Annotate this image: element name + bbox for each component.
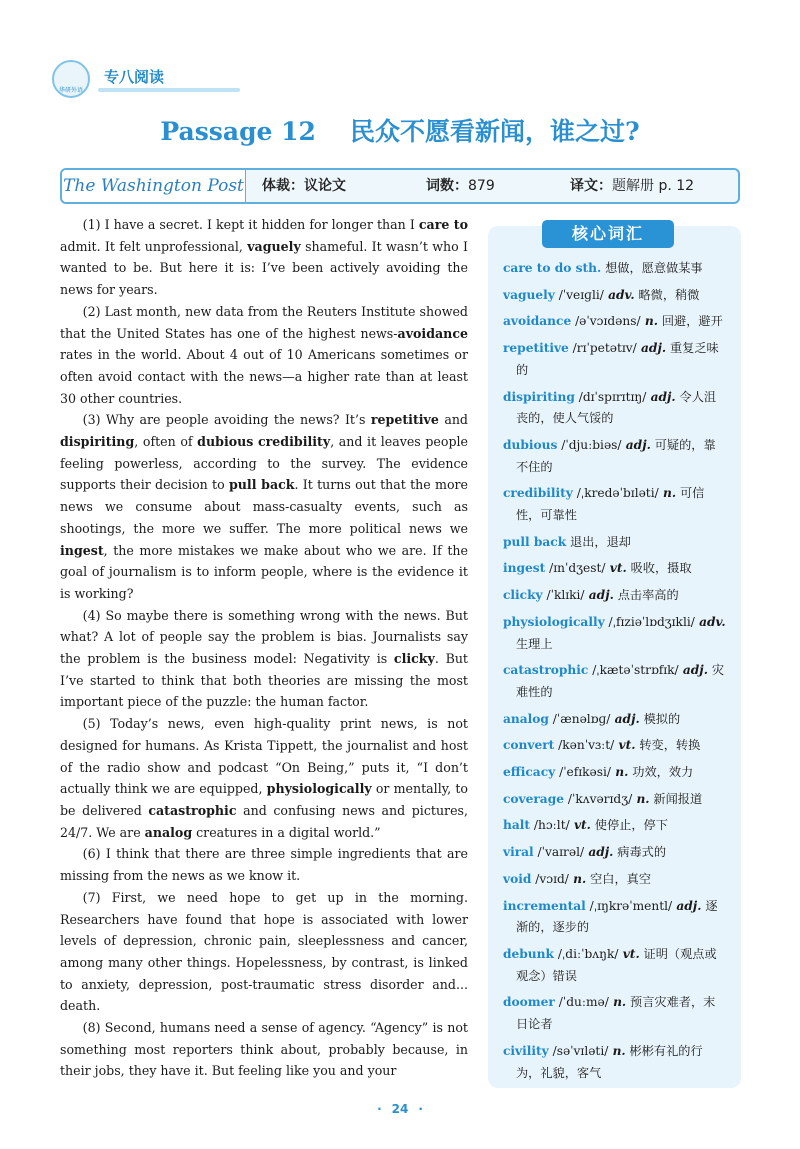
vocab-word: incremental (503, 898, 586, 913)
word-count-field: 词数：879 (426, 178, 495, 194)
vocab-phonetic: /ˌdiːˈbʌŋk/ (553, 946, 619, 961)
vocab-pos: adv. (694, 614, 726, 629)
vocab-phonetic: /hɔːlt/ (530, 818, 570, 833)
vocab-meaning: 彬彬有礼的行为，礼貌，客气 (516, 1043, 703, 1080)
vocab-entry (503, 258, 727, 280)
vocab-meaning: 功效，效力 (628, 765, 694, 780)
vocab-entry (503, 709, 727, 731)
passage-info-bar (60, 168, 740, 204)
vocab-entry (503, 585, 727, 607)
vocab-word: care to do sth. (503, 261, 602, 275)
vocab-phonetic: /ˈveɪɡli/ (554, 287, 604, 302)
vocab-entry (503, 338, 727, 381)
vocab-phonetic: /ɪnˈdʒest/ (545, 561, 606, 576)
publisher-logo (52, 60, 90, 98)
vocab-word: analog (503, 711, 549, 726)
vocab-phonetic: /ˌɪŋkrəˈmentl/ (585, 898, 673, 913)
paragraph: (3) Why are people avoiding the news? It’s repetitive and dispiriting, often of dubious credibility, and it leaves people feeling powerless, according to the survey. The evidence supports their decision to pull back. It turns out that the more news we consume about mass-casualty events, such as shootings, the more we suffer. The more political news we ingest, the more mistakes we make about who we are. If the goal of journalism is to inform people, where is the evidence it is working? (60, 412, 468, 601)
vocab-word: ingest (503, 561, 546, 576)
vocab-pos: vt. (605, 561, 627, 576)
vocab-phonetic: /kənˈvɜːt/ (554, 738, 615, 753)
vocab-meaning: 点击率高的 (613, 588, 679, 603)
logo-text: 华研外语 (58, 87, 83, 94)
vocab-meaning: 可信性，可靠性 (516, 486, 705, 523)
vocab-phonetic: /səˈvɪləti/ (548, 1043, 609, 1058)
vocab-pos: n. (611, 765, 629, 780)
vocab-phonetic: /ˈvaɪrəl/ (533, 845, 585, 860)
page-number: · 24 · (377, 1102, 423, 1116)
vocab-entry (503, 815, 727, 837)
vocab-meaning: 模拟的 (639, 711, 681, 726)
vocab-meaning: 吸收，摄取 (626, 561, 692, 576)
vocab-word: catastrophic (503, 663, 589, 678)
vocab-word: repetitive (503, 341, 569, 356)
vocab-meaning: 病毒式的 (613, 845, 667, 860)
paragraph: (7) First, we need hope to get up in the morning. Researchers have found that hope is associated with lower levels of depression, chronic pain, sleeplessness and cancer, among many other things. Hopelessness, by contrast, is linked to anxiety, depression, post-traumatic stress disorder and... death. (60, 889, 468, 1014)
vocab-word: viral (503, 845, 534, 860)
vocab-meaning: 灾难性的 (516, 663, 725, 699)
vocab-word: avoidance (503, 314, 572, 329)
vocab-pos: n. (608, 1043, 626, 1058)
vocab-meaning: 逐渐的，逐步的 (516, 898, 718, 935)
paragraph: (8) Second, humans need a sense of agency. “Agency” is not something most reporters think about, probably because, in their jobs, they have it. But feeling like you and your (60, 1020, 468, 1079)
vocab-word: halt (503, 818, 531, 833)
vocab-meaning: 生理上 (516, 636, 553, 651)
vocab-pos: adj. (610, 711, 640, 726)
source-name: The Washington Post (62, 170, 246, 202)
vocab-entry (503, 1041, 727, 1084)
vocab-phonetic: /ˈklɪki/ (542, 588, 585, 603)
series-header (52, 60, 227, 96)
paragraph: (4) So maybe there is something wrong with the news. But what? A lot of people say the problem is bias. Journalists say the problem is the business model: Negativity is clicky. But I’ve started to think that both theories are missing the most important piece of the puzzle: the human factor. (60, 607, 468, 710)
paragraph: (2) Last month, new data from the Reuters Institute showed that the United States has one of the highest news-avoidance rates in the world. About 4 out of 10 Americans sometimes or often avoid contact with the news—a higher rate than at least 30 other countries. (60, 303, 468, 406)
vocab-phonetic: /ˈduːmə/ (554, 995, 609, 1010)
vocab-word: debunk (503, 946, 554, 961)
passage-body (60, 214, 468, 1082)
vocab-meaning: 想做，愿意做某事 (601, 261, 703, 275)
vocab-phonetic: /əˈvɔɪdəns/ (571, 314, 641, 329)
vocab-meaning: 证明（观点或观念）错误 (516, 946, 717, 983)
vocab-meaning: 新闻报道 (649, 791, 703, 806)
vocab-meaning: 重复乏味的 (516, 341, 719, 377)
vocab-entry (503, 660, 727, 703)
translation-ref-field: 译文：题解册 p. 12 (570, 178, 695, 194)
vocab-phonetic: /ˈkʌvərɪdʒ/ (563, 791, 633, 806)
vocab-pos: adv. (603, 287, 635, 302)
vocab-list (503, 258, 727, 1089)
vocab-pos: vt. (569, 818, 591, 833)
vocab-entry (503, 869, 727, 891)
vocab-entry (503, 435, 727, 478)
vocab-pos: n. (640, 314, 658, 329)
vocab-phonetic: /ˌkætəˈstrɒfɪk/ (588, 663, 679, 678)
vocab-entry (503, 558, 727, 580)
vocab-entry (503, 483, 727, 526)
vocab-meaning: 预言灾难者，末日论者 (516, 995, 716, 1032)
passage-number: Passage 12 (160, 117, 316, 146)
vocab-pos: n. (632, 791, 650, 806)
vocab-pos: n. (608, 995, 627, 1010)
passage-title (0, 112, 800, 148)
vocab-meaning: 可疑的，靠不住的 (516, 437, 716, 474)
vocab-entry (503, 789, 727, 811)
series-underline (98, 88, 240, 92)
vocab-phonetic: /rɪˈpetətɪv/ (568, 341, 637, 356)
vocab-meaning: 略微，稍微 (634, 287, 700, 302)
vocab-pos: adj. (636, 341, 667, 356)
vocab-word: dubious (503, 437, 558, 452)
vocab-pos: adj. (646, 389, 676, 404)
vocab-meaning: 令人沮丧的，使人气馁的 (516, 389, 717, 426)
vocab-word: efficacy (503, 765, 556, 780)
vocab-entry (503, 992, 727, 1035)
vocab-pos: n. (568, 871, 587, 886)
vocab-phonetic: /ˌkredəˈbɪləti/ (572, 486, 659, 501)
vocab-phonetic: /ˌfɪziəˈlɒdʒɪkli/ (604, 614, 695, 629)
vocab-word: dispiriting (503, 389, 575, 404)
vocab-entry (503, 842, 727, 864)
vocab-pos: adj. (678, 663, 708, 678)
vocab-entry (503, 762, 727, 784)
vocab-pos: vt. (614, 738, 636, 753)
vocab-word: pull back (503, 534, 567, 549)
vocab-pos: adj. (584, 588, 614, 603)
vocab-word: doomer (503, 995, 555, 1010)
vocab-entry (503, 896, 727, 939)
vocab-entry (503, 735, 727, 757)
vocab-phonetic: /vɔɪd/ (531, 871, 569, 886)
vocab-meaning: 空白，真空 (586, 871, 652, 886)
vocab-word: civility (503, 1043, 549, 1058)
series-label: 专八阅读 (104, 68, 165, 86)
vocab-meaning: 退出，退却 (566, 534, 631, 549)
vocab-meaning: 转变，转换 (635, 738, 701, 753)
vocab-heading: 核心词汇 (542, 220, 674, 248)
passage-title-cn: 民众不愿看新闻，谁之过? (349, 117, 640, 146)
vocab-phonetic: /ˈefɪkəsi/ (555, 765, 612, 780)
vocab-entry (503, 311, 727, 333)
vocab-word: vaguely (503, 287, 555, 302)
vocab-panel (488, 226, 741, 1088)
paragraph: (1) I have a secret. I kept it hidden for longer than I care to admit. It felt unprofessional, vaguely shameful. It wasn’t who I wanted to be. But here it is: I’ve been actively avoiding the news for years. (60, 217, 468, 298)
vocab-pos: adj. (584, 845, 614, 860)
paragraph: (5) Today’s news, even high-quality print news, is not designed for humans. As Krista Tippett, the journalist and host of the radio show and podcast “On Being,” puts it, “I don’t actually think we are equipped, physiologically or mentally, to be delivered catastrophic and confusing news and pictures, 24/7. We are analog creatures in a digital world.” (60, 716, 468, 840)
vocab-word: credibility (503, 486, 573, 501)
vocab-pos: adj. (621, 437, 651, 452)
vocab-phonetic: /ˈænəlɒɡ/ (548, 711, 611, 726)
vocab-pos: n. (658, 486, 677, 501)
vocab-entry (503, 532, 727, 554)
vocab-entry (503, 387, 727, 430)
vocab-entry (503, 285, 727, 307)
vocab-phonetic: /dɪˈspɪrɪtɪŋ/ (574, 389, 647, 404)
vocab-pos: vt. (618, 946, 640, 961)
paragraph: (6) I think that there are three simple ingredients that are missing from the news as we know it. (60, 846, 468, 884)
genre-field: 体裁：议论文 (262, 178, 346, 194)
vocab-entry (503, 612, 727, 655)
vocab-pos: adj. (672, 898, 702, 913)
vocab-meaning: 回避，避开 (657, 314, 723, 329)
vocab-word: coverage (503, 791, 564, 806)
vocab-word: clicky (503, 588, 543, 603)
vocab-word: convert (503, 738, 555, 753)
vocab-entry (503, 944, 727, 987)
vocab-word: physiologically (503, 614, 605, 629)
vocab-meaning: 使停止，停下 (590, 818, 668, 833)
vocab-word: void (503, 871, 532, 886)
vocab-phonetic: /ˈdjuːbiəs/ (557, 437, 622, 452)
